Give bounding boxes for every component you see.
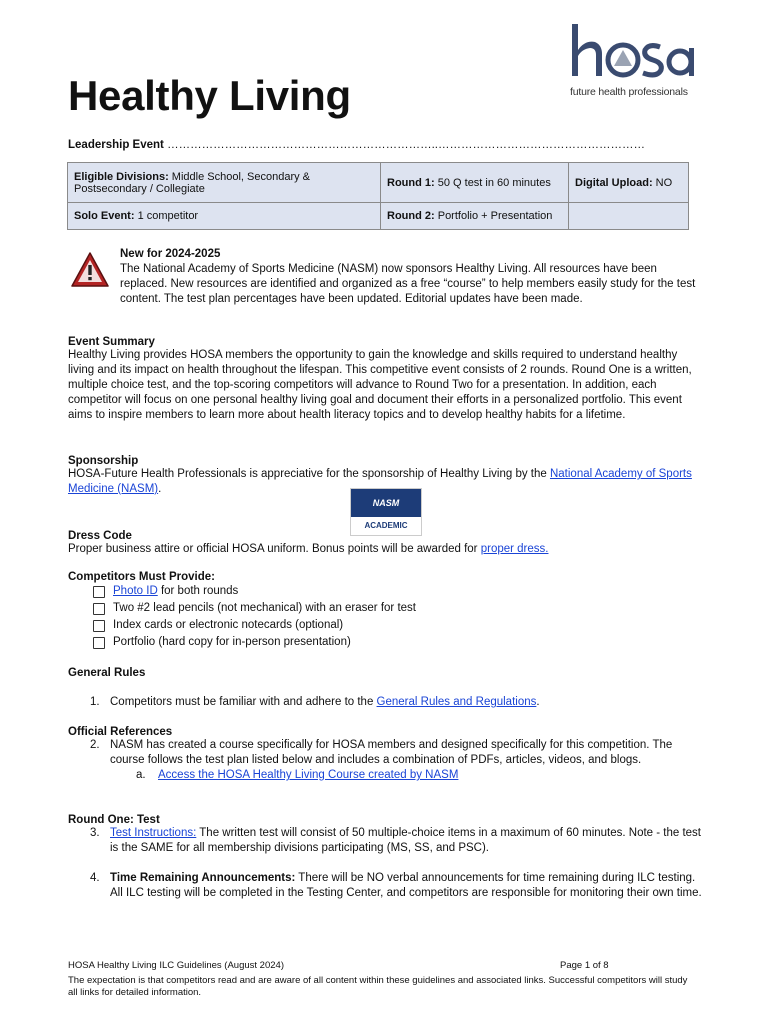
item-text: There will be NO verbal announcements for time remaining during ILC testing. All ILC testing will be completed in the Testing Center, and competitors are responsible for monitoring their own time.: [110, 872, 702, 899]
item-end: .: [536, 696, 540, 708]
list-item: [91, 634, 703, 651]
list-item-text: for both rounds: [157, 585, 239, 597]
logo-tagline: future health professionals: [570, 86, 688, 98]
page-number: Page 1 of 8: [560, 960, 609, 971]
photo-id-link[interactable]: Photo ID: [113, 585, 158, 597]
general-rules-link[interactable]: General Rules and Regulations: [376, 696, 537, 708]
round1-value: 50 Q test in 60 minutes: [434, 176, 551, 189]
official-references-subitem: [68, 768, 703, 783]
list-item: [91, 600, 703, 617]
event-summary-body: Healthy Living provides HOSA members the opportunity to gain the knowledge and skills required to understand healthy living and its impact on health throughout the lifespan. This competitive event consists of 2 rounds. Round One is a written, multiple choice test, and the top-scoring competitors will advance to Round Two for a presentation. In addition, each competitor will focus on one personal healthy living goal and document their efforts in a personalized portfolio. This event aims to inspire members to learn more about health literacy topics and to develop healthy habits for a lifetime.: [68, 349, 692, 421]
leader-dots: ……………………………………………………………..………………………………………………: [167, 139, 645, 151]
test-instructions-link[interactable]: Test Instructions:: [110, 827, 197, 839]
nasm-course-link[interactable]: Access the HOSA Healthy Living Course created by NASM: [158, 769, 459, 781]
new-for-heading: New for 2024-2025: [120, 248, 221, 260]
eligible-label: Eligible Divisions:: [74, 170, 169, 183]
general-rules-heading: General Rules: [68, 667, 146, 679]
nasm-link[interactable]: National Academy of Sports Medicine (NASM): [68, 468, 692, 495]
empty-cell: [569, 203, 689, 230]
item-text: The written test will consist of 50 multiple-choice items in a maximum of 60 minutes. Note - the test is the SAME for all membership divisions participating (MS, SS, and PSC).: [110, 827, 702, 854]
round-one-heading: Round One: Test: [68, 814, 160, 826]
event-summary: [68, 336, 703, 423]
round-one: [68, 814, 703, 901]
round1-cell: [381, 163, 569, 203]
sub-item-number: a.: [136, 769, 146, 781]
event-summary-heading: Event Summary: [68, 336, 155, 348]
warning-icon: [70, 250, 110, 290]
solo-label: Solo Event:: [74, 210, 135, 222]
checkbox[interactable]: [93, 637, 105, 649]
page-title: Healthy Living: [68, 72, 351, 119]
item-bold-text: Time Remaining Announcements:: [110, 872, 296, 884]
general-rules: [68, 667, 703, 710]
official-references-heading: Official References: [68, 726, 173, 738]
dress-code: [68, 530, 703, 557]
sponsorship-text: HOSA-Future Health Professionals is appreciative for the sponsorship of Healthy Living by the: [68, 468, 550, 480]
footer-left: HOSA Healthy Living ILC Guidelines (August 2024): [68, 960, 284, 971]
new-for-notice: [120, 247, 700, 307]
upload-value: NO: [652, 176, 673, 189]
eligible-cell: [68, 163, 381, 203]
checkbox[interactable]: [93, 603, 105, 615]
new-for-body: The National Academy of Sports Medicine (NASM) now sponsors Healthy Living. All resources have been replaced. New resources are identified and organized as a free “course” to help members easily study for the test content. The test plan percentages have been updated. Editorial updates have been made.: [120, 263, 696, 305]
round1-label: Round 1:: [387, 176, 435, 189]
list-item-text: Two #2 lead pencils (not mechanical) with an eraser for test: [113, 602, 416, 614]
round-one-item-3: [68, 826, 703, 856]
dress-code-text: Proper business attire or official HOSA uniform. Bonus points will be awarded for: [68, 543, 481, 555]
upload-label: Digital Upload:: [575, 176, 653, 189]
competitors-list: [91, 583, 703, 651]
dress-code-heading: Dress Code: [68, 530, 132, 542]
round2-value: Portfolio + Presentation: [434, 210, 553, 222]
footer: [68, 960, 698, 999]
official-references-item: [68, 738, 703, 768]
sponsorship-end: .: [158, 483, 162, 495]
item-number: 1.: [90, 696, 100, 708]
round2-cell: [381, 203, 569, 230]
checkbox[interactable]: [93, 620, 105, 632]
leadership-label: Leadership Event: [68, 139, 168, 151]
item-text: Competitors must be familiar with and adhere to the: [110, 696, 377, 708]
sponsorship-heading: Sponsorship: [68, 455, 139, 467]
official-references: [68, 726, 703, 783]
eligible-value: Middle School, Secondary & Postsecondary / Collegiate: [74, 170, 310, 195]
round-one-item-4: [68, 871, 703, 901]
competitors-provide: [68, 571, 703, 651]
item-number: 2.: [90, 739, 100, 751]
item-text: NASM has created a course specifically for HOSA members and designed specifically for this competition. The course follows the test plan listed below and includes a combination of PDFs, articles, videos, and blogs.: [110, 739, 673, 766]
list-item-text: Portfolio (hard copy for in-person presentation): [113, 636, 351, 648]
nasm-badge-top: NASM: [351, 489, 421, 517]
round2-label: Round 2:: [387, 210, 435, 222]
dress-code-body: [68, 542, 703, 557]
solo-value: 1 competitor: [134, 210, 199, 222]
solo-cell: [68, 203, 381, 230]
nasm-academic-badge: [350, 488, 422, 536]
item-number: 3.: [90, 827, 100, 839]
list-item: [91, 617, 703, 634]
leadership-event-line: [68, 139, 645, 151]
list-item: [91, 583, 703, 600]
checkbox[interactable]: [93, 586, 105, 598]
general-rules-item: [68, 695, 703, 710]
competitors-heading: Competitors Must Provide:: [68, 571, 215, 583]
proper-dress-link[interactable]: proper dress.: [480, 543, 549, 555]
upload-cell: [569, 163, 689, 203]
nasm-badge-label: ACADEMIC: [351, 517, 421, 535]
footer-note: The expectation is that competitors read and are aware of all content within these guidelines and associated links. Successful competitors will study all links for detailed information.: [68, 975, 688, 998]
list-item-text: Index cards or electronic notecards (optional): [113, 619, 344, 631]
event-info-table: [67, 162, 689, 230]
item-number: 4.: [90, 872, 100, 884]
